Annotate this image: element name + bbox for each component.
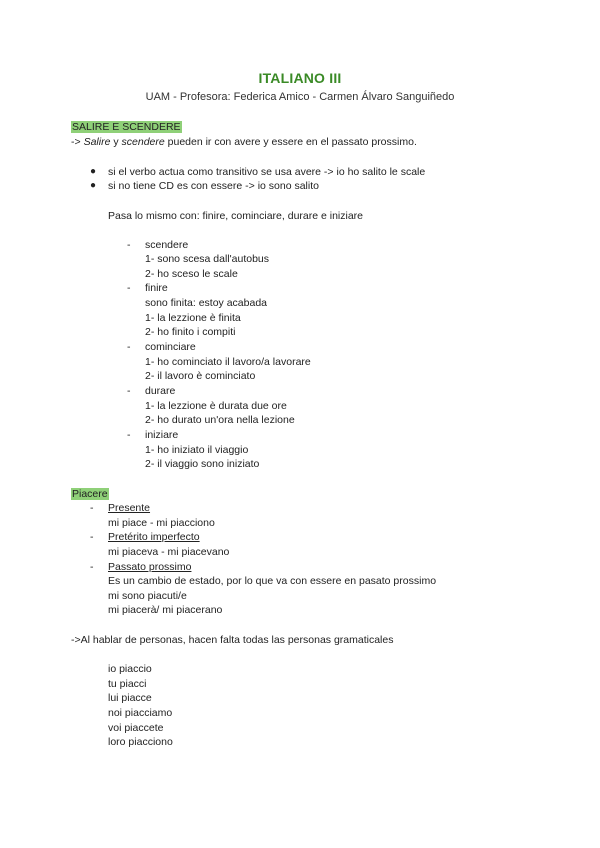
section1-intro xyxy=(71,135,417,149)
verb-example: sono finita: estoy acabada xyxy=(145,297,268,309)
verb-heading: iniziare xyxy=(145,429,179,441)
tense-example: Es un cambio de estado, por lo que va con essere en pasato prossimo xyxy=(108,575,437,587)
intro-y: y xyxy=(113,136,119,148)
conjugation-item: lui piacce xyxy=(108,692,152,704)
tense-example: mi sono piacuti/e xyxy=(108,590,187,602)
tense-heading: Presente xyxy=(108,502,151,514)
verb-example: 1- sono scesa dall'autobus xyxy=(145,253,270,265)
page-title: ITALIANO III xyxy=(258,70,342,86)
verb-example: 1- ho iniziato il viaggio xyxy=(145,444,249,456)
dash-bullet-icon: - xyxy=(90,561,94,573)
verb-heading: cominciare xyxy=(145,341,196,353)
highlighted-heading: Piacere xyxy=(72,488,108,500)
tense-heading: Pretérito imperfecto xyxy=(108,531,200,543)
verb-example: 1- ho cominciato il lavoro/a lavorare xyxy=(145,356,311,368)
conjugation-item: voi piaccete xyxy=(108,722,164,734)
dash-bullet-icon: - xyxy=(127,239,131,251)
section-heading-piacere xyxy=(71,487,109,501)
highlighted-heading: SALIRE E SCENDERE xyxy=(72,121,181,133)
tense-example: mi piaceva - mi piacevano xyxy=(108,546,230,558)
section1-note: Pasa lo mismo con: finire, cominciare, durare e iniziare xyxy=(108,210,364,222)
conjugation-item: io piaccio xyxy=(108,663,152,675)
dash-bullet-icon: - xyxy=(90,502,94,514)
bullet-item: si el verbo actua como transitivo se usa avere -> io ho salito le scale xyxy=(108,166,426,178)
page-subtitle: UAM - Profesora: Federica Amico - Carmen Álvaro Sanguiñedo xyxy=(145,91,455,103)
bullet-dot-icon: ● xyxy=(90,166,97,177)
conjugation-item: noi piacciamo xyxy=(108,707,173,719)
intro-arrow: -> xyxy=(71,136,81,148)
verb-heading: durare xyxy=(145,385,176,397)
section-heading-salire-scendere xyxy=(71,120,182,134)
dash-bullet-icon: - xyxy=(90,531,94,543)
verb-example: 2- il lavoro è cominciato xyxy=(145,370,256,382)
verb-example: 1- la lezzione è finita xyxy=(145,312,241,324)
verb-example: 2- il viaggio sono iniziato xyxy=(145,458,260,470)
dash-bullet-icon: - xyxy=(127,429,131,441)
verb-example: 2- ho durato un'ora nella lezione xyxy=(145,414,295,426)
section2-note: ->Al hablar de personas, hacen falta todas las personas gramaticales xyxy=(71,634,394,646)
bullet-item: si no tiene CD es con essere -> io sono salito xyxy=(108,180,319,192)
intro-word-salire: Salire xyxy=(83,136,111,148)
tense-example: mi piace - mi piacciono xyxy=(108,517,215,529)
verb-example: 2- ho sceso le scale xyxy=(145,268,238,280)
dash-bullet-icon: - xyxy=(127,282,131,294)
tense-example: mi piacerà/ mi piacerano xyxy=(108,604,223,616)
intro-word-scendere: scendere xyxy=(121,136,165,148)
dash-bullet-icon: - xyxy=(127,385,131,397)
dash-bullet-icon: - xyxy=(127,341,131,353)
intro-rest: pueden ir con avere y essere en el passato prossimo. xyxy=(167,136,417,148)
conjugation-item: loro piacciono xyxy=(108,736,173,748)
tense-heading: Passato prossimo xyxy=(108,561,192,573)
verb-example: 2- ho finito i compiti xyxy=(145,326,236,338)
verb-example: 1- la lezzione è durata due ore xyxy=(145,400,287,412)
verb-heading: finire xyxy=(145,282,168,294)
conjugation-item: tu piacci xyxy=(108,678,147,690)
verb-heading: scendere xyxy=(145,239,189,251)
bullet-dot-icon: ● xyxy=(90,180,97,191)
